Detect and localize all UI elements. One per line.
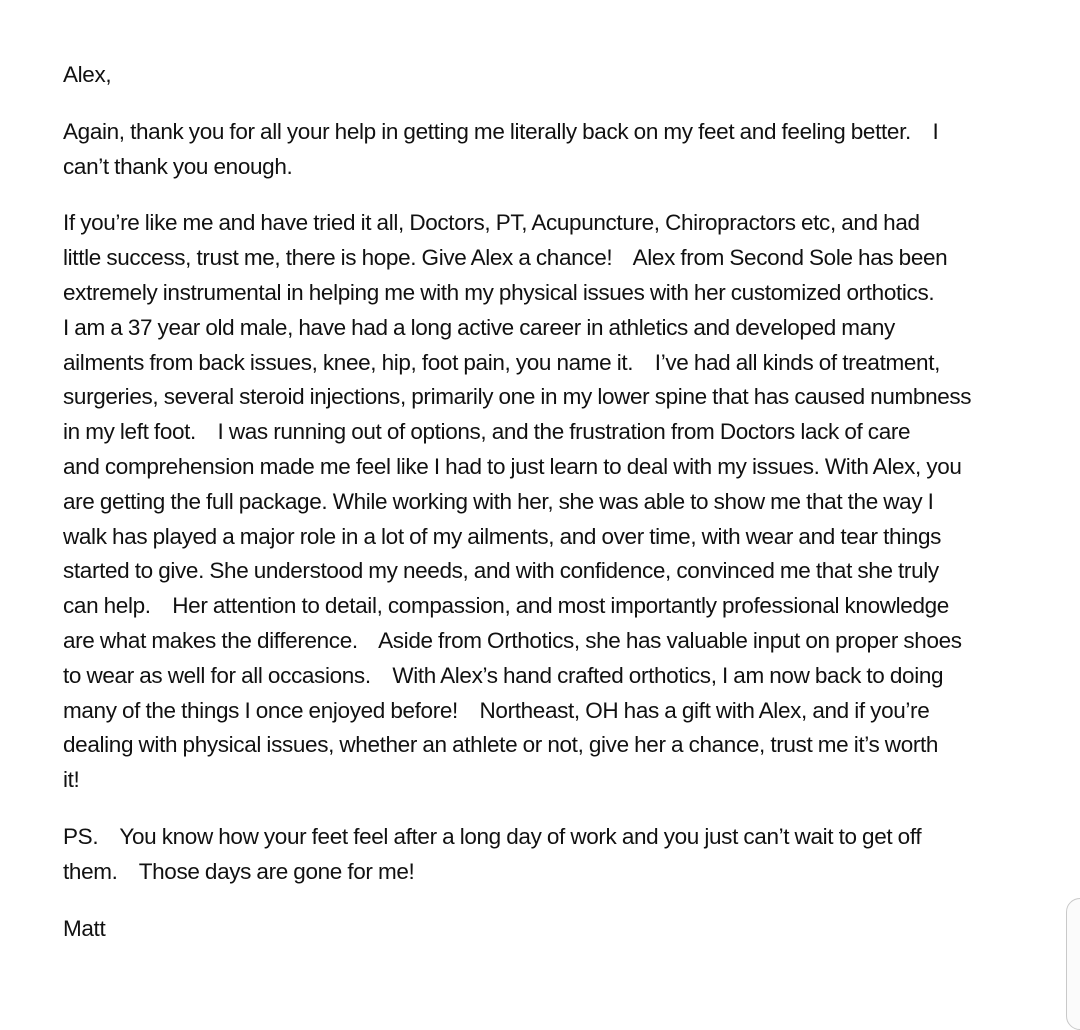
paragraph-line: dealing with physical issues, whether an athlete or not, give her a chance, trust me it’s worth (63, 732, 939, 758)
paragraph-spacer (63, 184, 1053, 206)
paragraph-line: them. Those days are gone for me! (63, 858, 415, 884)
paragraph-spacer (63, 890, 1053, 912)
paragraph-line: I am a 37 year old male, have had a long active career in athletics and developed many (63, 314, 895, 340)
paragraph-line: many of the things I once enjoyed before! Northeast, OH has a gift with Alex, and if you’re (63, 697, 930, 723)
paragraph-line: are what makes the difference. Aside from Orthotics, she has valuable input on proper shoes (63, 627, 962, 653)
paragraph-line: can’t thank you enough. (63, 153, 293, 179)
paragraph-postscript (63, 820, 1053, 890)
paragraph-line: started to give. She understood my needs, and with confidence, convinced me that she truly (63, 558, 939, 584)
letter-signature: Matt (63, 915, 106, 941)
paragraph-spacer (63, 798, 1053, 820)
paragraph-line: it! (63, 767, 80, 793)
paragraph-line: ailments from back issues, knee, hip, foot pain, you name it. I’ve had all kinds of treatment, (63, 349, 941, 375)
paragraph-line: can help. Her attention to detail, compassion, and most importantly professional knowledge (63, 593, 949, 619)
paragraph-line: are getting the full package. While working with her, she was able to show me that the way I (63, 488, 934, 514)
paragraph-line: in my left foot. I was running out of options, and the frustration from Doctors lack of care (63, 419, 911, 445)
paragraph-line: and comprehension made me feel like I had to just learn to deal with my issues. With Alex, you (63, 453, 962, 479)
letter-greeting: Alex, (63, 62, 112, 87)
paragraph-line: PS. You know how your feet feel after a long day of work and you just can’t wait to get off (63, 823, 922, 849)
paragraph-thanks (63, 115, 1053, 185)
paragraph-line: little success, trust me, there is hope. Give Alex a chance! Alex from Second Sole has been (63, 245, 948, 271)
paragraph-line: to wear as well for all occasions. With Alex’s hand crafted orthotics, I am now back to doing (63, 662, 944, 688)
letter-body (63, 58, 1053, 946)
paragraph-line: walk has played a major role in a lot of my ailments, and over time, with wear and tear things (63, 523, 942, 549)
paragraph-line: surgeries, several steroid injections, primarily one in my lower spine that has caused numbness (63, 384, 972, 410)
paragraph-line: extremely instrumental in helping me with my physical issues with her customized orthotics. (63, 279, 935, 305)
paragraph-testimonial (63, 206, 1053, 798)
paragraph-line: Again, thank you for all your help in getting me literally back on my feet and feeling better. I (63, 118, 939, 144)
paragraph-line: If you’re like me and have tried it all, Doctors, PT, Acupuncture, Chiropractors etc, and had (63, 210, 920, 236)
scroll-handle[interactable] (1066, 898, 1080, 1030)
